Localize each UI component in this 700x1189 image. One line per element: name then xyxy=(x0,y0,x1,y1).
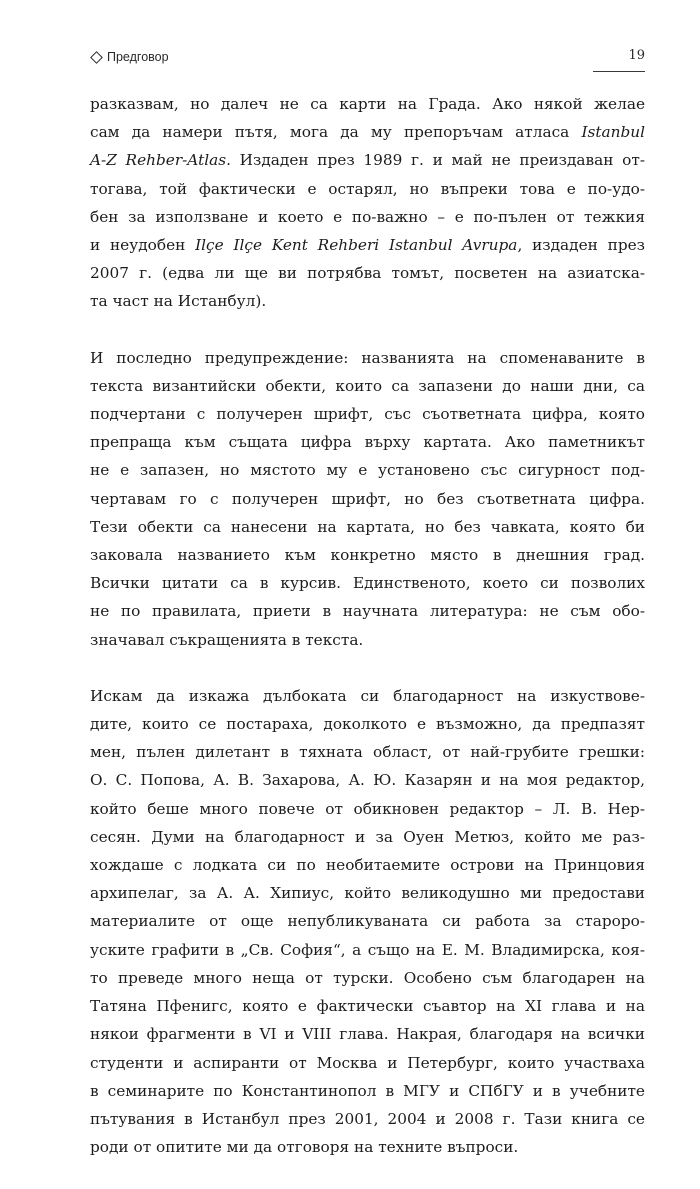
text-line xyxy=(90,823,645,851)
text-segment: Искам да изкажа дълбоката си благодарност на изкуствове- xyxy=(90,686,645,705)
text-segment: Татяна Пфенигс, която е фактически съавтор на XI глава и на xyxy=(90,997,645,1016)
text-segment: препраща към същата цифра върху картата. Ако паметникът xyxy=(90,433,645,452)
text-segment: подчертани с получерен шрифт, със съответната цифра, която xyxy=(90,405,645,424)
text-segment: мен, пълен дилетант в тяхната област, от най-грубите грешки: xyxy=(90,743,645,762)
section-title xyxy=(90,50,169,64)
text-line xyxy=(90,851,645,879)
text-line xyxy=(90,485,645,513)
text-segment: О. С. Попова, А. В. Захарова, А. Ю. Казарян и на моя редактор, xyxy=(90,771,645,790)
text-line xyxy=(90,964,645,992)
text-line xyxy=(90,1133,645,1161)
text-line xyxy=(90,90,645,118)
text-segment: Всички цитати са в курсив. Единственото, което си позволих xyxy=(90,574,645,593)
text-line xyxy=(90,513,645,541)
text-segment: 2007 г. (едва ли ще ви потрябва томът, посветен на азиатска- xyxy=(90,264,645,283)
text-line xyxy=(90,1077,645,1105)
text-segment: дите, които се постараха, доколкото е възможно, да предпазят xyxy=(90,715,645,734)
text-line xyxy=(90,344,645,372)
italic-text: Istanbul xyxy=(581,123,645,142)
text-segment: материалите от още непубликуваната си работа за староро- xyxy=(90,912,645,931)
page-number: 19 xyxy=(628,48,645,63)
text-line xyxy=(90,428,645,456)
text-line xyxy=(90,569,645,597)
text-line xyxy=(90,597,645,625)
text-segment: и неудобен xyxy=(90,236,196,255)
text-segment: , издаден през xyxy=(517,236,646,255)
text-line xyxy=(90,118,645,146)
body-text xyxy=(90,90,645,1189)
text-segment: архипелаг, за А. А. Хипиус, който великодушно ми предостави xyxy=(90,884,645,903)
header-rule xyxy=(593,71,645,72)
text-line xyxy=(90,936,645,964)
text-segment: не по правилата, приети в научната литература: не съм обо- xyxy=(90,602,645,621)
text-line xyxy=(90,372,645,400)
text-line xyxy=(90,231,645,259)
text-line xyxy=(90,203,645,231)
text-segment: който беше много повече от обикновен редактор – Л. В. Нер- xyxy=(90,799,645,818)
text-segment: роди от опитите ми да отговоря на техните въпроси. xyxy=(90,1138,519,1157)
text-segment: в семинарите по Константинопол в МГУ и СПбГУ и в учебните xyxy=(90,1081,645,1100)
paragraph xyxy=(90,682,645,1161)
diamond-icon xyxy=(90,51,103,64)
text-segment: Тези обекти са нанесени на картата, но без чавката, която би xyxy=(90,517,645,536)
paragraph xyxy=(90,344,645,654)
italic-text: Ilçe Ilçe Kent Rehberi Istanbul Avrupa xyxy=(195,236,518,255)
text-segment: чертавам го с получерен шрифт, но без съответната цифра. xyxy=(90,489,645,508)
text-segment: студенти и аспиранти от Москва и Петербург, които участваха xyxy=(90,1053,645,1072)
text-segment: хождаше с лодката си по необитаемите острови на Принцовия xyxy=(90,856,645,875)
text-segment: бен за използване и което е по-важно – е по-пълен от тежкия xyxy=(90,207,645,226)
text-line xyxy=(90,146,645,174)
paragraph xyxy=(90,90,645,316)
text-segment: та част на Истанбул). xyxy=(90,292,267,311)
text-segment: сам да намери пътя, мога да му препоръчам атласа xyxy=(90,123,582,142)
text-line xyxy=(90,259,645,287)
text-segment: някои фрагменти в VI и VIII глава. Накрая, благодаря на всички xyxy=(90,1025,645,1044)
text-line xyxy=(90,287,645,315)
text-segment: уските графити в „Св. София“, а също на Е. М. Владимирска, коя- xyxy=(90,940,645,959)
text-line xyxy=(90,1105,645,1133)
running-head xyxy=(90,50,645,74)
text-segment: значавал съкращенията в текста. xyxy=(90,630,364,649)
text-line xyxy=(90,1049,645,1077)
text-line xyxy=(90,456,645,484)
text-segment: Издаден през 1989 г. и май не преиздаван от- xyxy=(230,151,646,170)
text-segment: разказвам, но далеч не са карти на Града. Ако някой желае xyxy=(90,95,645,113)
text-line xyxy=(90,682,645,710)
text-line xyxy=(90,175,645,203)
text-line xyxy=(90,907,645,935)
text-segment: тогава, той фактически е остарял, но въпреки това е по-удо- xyxy=(90,179,645,198)
text-line xyxy=(90,795,645,823)
text-segment: то преведе много неща от турски. Особено съм благодарен на xyxy=(90,968,645,987)
text-line xyxy=(90,738,645,766)
text-segment: не е запазен, но мястото му е установено със сигурност под- xyxy=(90,461,645,480)
text-segment: пътувания в Истанбул през 2001, 2004 и 2008 г. Тази книга се xyxy=(90,1109,645,1128)
text-line xyxy=(90,541,645,569)
text-line xyxy=(90,992,645,1020)
text-line xyxy=(90,710,645,738)
text-line xyxy=(90,766,645,794)
text-segment: заковала названието към конкретно място в днешния град. xyxy=(90,546,645,565)
text-segment: текста византийски обекти, които са запазени до наши дни, са xyxy=(90,376,645,395)
text-line xyxy=(90,1020,645,1048)
text-segment: сесян. Думи на благодарност и за Оуен Метюз, който ме раз- xyxy=(90,827,645,846)
text-line xyxy=(90,400,645,428)
text-segment: И последно предупреждение: названията на споменаваните в xyxy=(90,348,645,367)
text-line xyxy=(90,879,645,907)
section-title-text: Предговор xyxy=(107,50,169,64)
text-line xyxy=(90,626,645,654)
italic-text: A-Z Rehber-Atlas. xyxy=(90,151,231,170)
